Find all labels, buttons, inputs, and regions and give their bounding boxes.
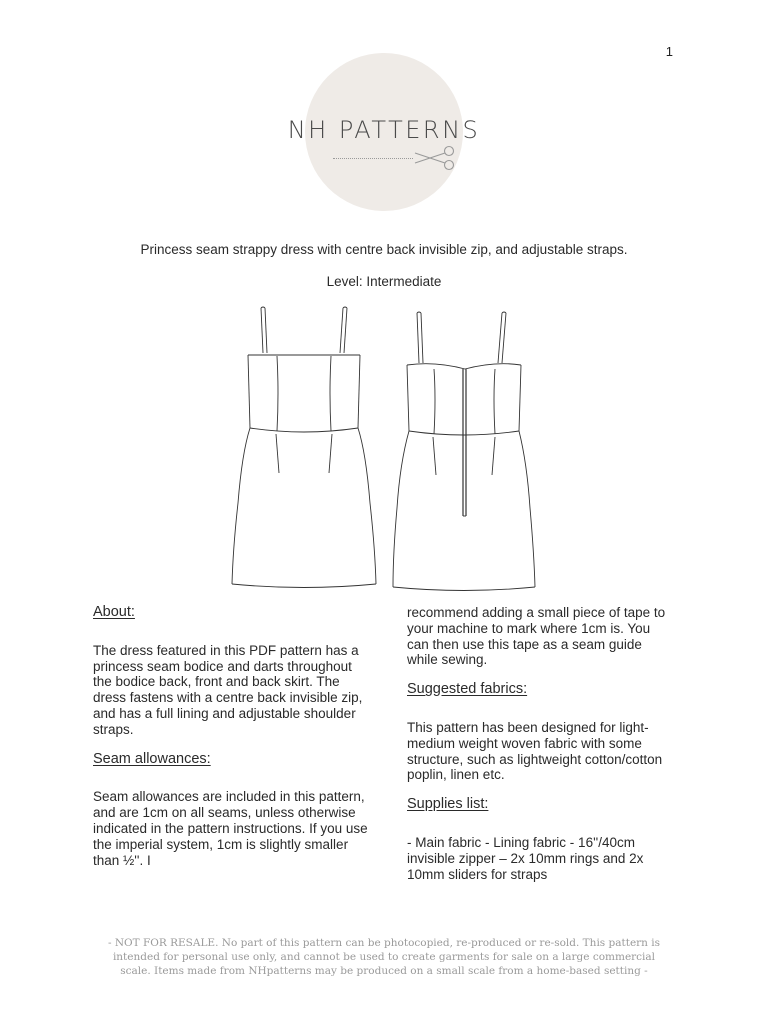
dress-front-drawing: [232, 307, 376, 588]
left-column: [93, 605, 373, 882]
dress-back-drawing: [393, 312, 535, 591]
seam-allowances-text-continued: recommend adding a small piece of tape to your machine to mark where 1cm is. You can then use this tape as a seam guide while sewing.: [407, 605, 666, 668]
difficulty-level: Level: Intermediate: [326, 274, 442, 289]
seam-allowances-text: Seam allowances are included in this pattern, and are 1cm on all seams, unless otherwise indicated in the pattern instructions. If you use the imperial system, 1cm is slightly smaller than ½''. I: [93, 789, 368, 868]
about-heading: About:: [93, 604, 135, 620]
pattern-description: Princess seam strappy dress with centre back invisible zip, and adjustable straps.: [140, 242, 628, 257]
brand-name: NH PATTERNS: [287, 116, 481, 144]
supplies-text: - Main fabric - Lining fabric - 16''/40cm invisible zipper – 2x 10mm rings and 2x 10mm sliders for straps: [407, 834, 644, 882]
about-text: The dress featured in this PDF pattern has a princess seam bodice and darts throughout the bodice back, front and back skirt. The dress fastens with a centre back invisible zip, and has a full lining and adjustable shoulder straps.: [93, 642, 363, 737]
suggested-fabrics-text: This pattern has been designed for light-medium weight woven fabric with some structure, such as lightweight cotton/cotton poplin, linen etc.: [407, 719, 663, 783]
seam-allowances-heading: Seam allowances:: [93, 750, 211, 767]
resale-notice: - NOT FOR RESALE. No part of this pattern can be photocopied, re-produced or re-sold. This pattern is intended for personal use only, and cannot be used to create garments for sale on a large commercial scale. Items made from NHpatterns may be produced on a small scale from a home-based setting -: [107, 937, 661, 977]
right-column: [407, 605, 675, 896]
supplies-heading: Supplies list:: [407, 796, 489, 813]
page-number: 1: [665, 44, 673, 59]
dress-illustration: [225, 303, 545, 595]
cut-line: [333, 158, 413, 159]
suggested-fabrics-heading: Suggested fabrics:: [407, 681, 528, 698]
scissors-icon: [411, 143, 457, 173]
